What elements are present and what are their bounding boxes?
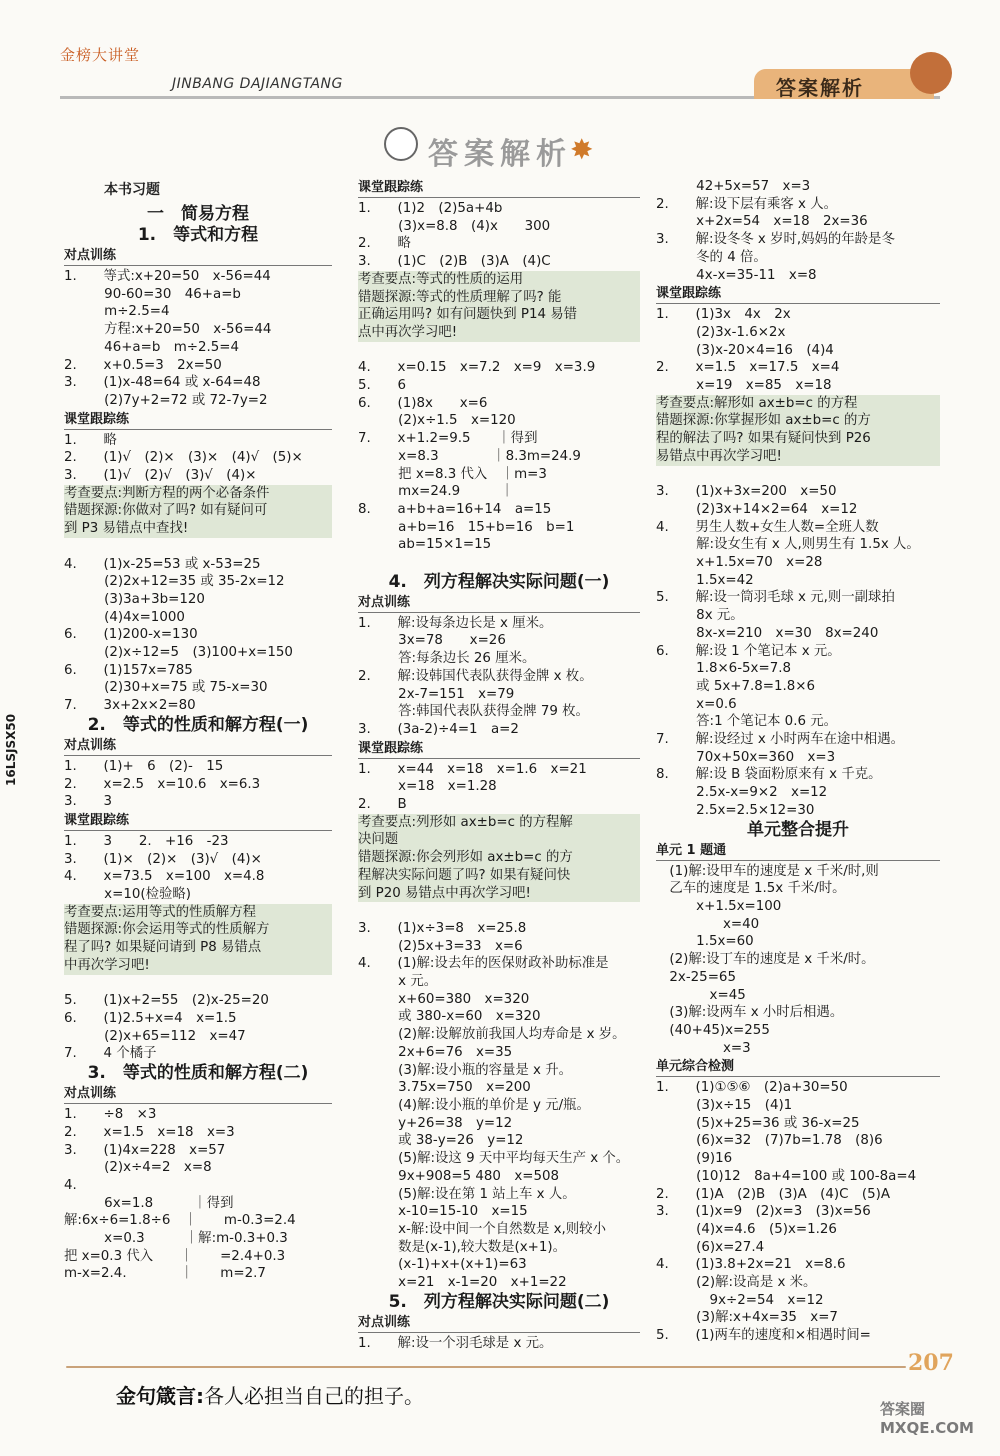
answer-line: (2)5x+3=33 x=6 — [358, 938, 523, 954]
chapter-heading: 1. 等式和方程 — [137, 225, 259, 245]
answer-line: 7. 3x+2x×2=80 — [64, 698, 196, 714]
answer-line: 3. 3 — [64, 794, 113, 810]
answer-line: (3)解:设小瓶的容量是 x 升。 — [358, 1062, 572, 1078]
answer-line: 或 38-y=26 y=12 — [358, 1133, 524, 1149]
tip-note: 中再次学习吧! — [64, 957, 332, 975]
tip-note: 程解决实际问题了吗? 如果有疑问快 — [358, 867, 640, 885]
section-label: 课堂跟踪练 — [64, 411, 332, 430]
footer-label: 金句箴言: — [116, 1384, 204, 1408]
answer-line: y+26=38 y=12 — [358, 1115, 513, 1131]
section-label: 对点训练 — [64, 247, 332, 266]
chapter-heading: 一 简易方程 — [147, 204, 249, 224]
answer-line: 8x 元。 — [656, 608, 744, 624]
answer-line: 3x=78 x=26 — [358, 633, 506, 649]
answer-line — [64, 538, 332, 556]
answer-line: ab=15×1=15 — [358, 537, 492, 553]
page-title-block — [384, 125, 614, 171]
answer-line: 冬的 4 倍。 — [656, 249, 767, 265]
answer-column-3 — [656, 178, 940, 1345]
answer-line: x=0.3 ｜解:m-0.3+0.3 — [64, 1231, 288, 1247]
section-label: 对点训练 — [358, 1314, 640, 1333]
answer-line: (3)x-20×4=16 (4)4 — [656, 342, 834, 358]
answer-line: 3. (3a-2)÷4=1 a=2 — [358, 721, 519, 737]
answer-line: (2)解:设丁车的速度是 x 千米/时。 — [656, 952, 875, 968]
section-label: 对点训练 — [358, 594, 640, 613]
chapter-heading: 4. 列方程解决实际问题(一) — [388, 571, 610, 592]
answer-line: 7. x+1.2=9.5 ｜得到 — [358, 431, 538, 447]
answer-line: 90-60=30 46+a=b — [64, 286, 241, 302]
answer-line: x=3 — [656, 1040, 751, 1056]
answer-line: 2.5x-x=9×2 x=12 — [656, 785, 828, 801]
answer-line: 答:韩国代表队获得金牌 79 枚。 — [358, 704, 589, 720]
answer-line: 2.5x=2.5×12=30 — [656, 802, 815, 818]
answer-line: 解:设女生有 x 人,则男生有 1.5x 人。 — [656, 537, 920, 553]
spine-code: 16LSJSX50 — [4, 713, 18, 786]
answer-line: (2)解:设高是 x 米。 — [656, 1275, 817, 1291]
answer-line: 1. x=44 x=18 x=1.6 x=21 — [358, 761, 587, 777]
answer-line: m÷2.5=4 — [64, 304, 170, 320]
answer-line: 1. 3 2. +16 -23 — [64, 833, 229, 849]
answer-line: 2x+6=76 x=35 — [358, 1044, 513, 1060]
answer-line: 3. (1)√ (2)√ (3)√ (4)× — [64, 468, 257, 484]
answer-line: (5)x+25=36 或 36-x=25 — [656, 1115, 860, 1131]
tip-note: 到 P3 易错点中查找! — [64, 520, 332, 538]
tip-note: 到 P20 易错点中再次学习吧! — [358, 885, 640, 903]
section-label: 对点训练 — [64, 1085, 332, 1104]
answer-line: 2. x=1.5 x=17.5 x=4 — [656, 360, 840, 376]
answer-line: x-10=15-10 x=15 — [358, 1204, 528, 1220]
answer-line: 答:1 个笔记本 0.6 元。 — [656, 714, 838, 730]
answer-line: 4x-x=35-11 x=8 — [656, 267, 817, 283]
answer-line: 6. (1)157x=785 — [64, 662, 193, 678]
answer-line: 1. 等式:x+20=50 x-56=44 — [64, 269, 271, 284]
answer-line: 4. x=0.15 x=7.2 x=9 x=3.9 — [358, 360, 596, 376]
answer-line: (2)30+x=75 或 75-x=30 — [64, 680, 268, 696]
answer-line — [358, 554, 640, 572]
mascot-icon — [910, 52, 952, 94]
answer-line: 乙车的速度是 1.5x 千米/时。 — [656, 881, 846, 897]
answer-line: 3. (1)C (2)B (3)A (4)C — [358, 254, 551, 270]
answer-line: 1. (1)3x 4x 2x — [656, 307, 791, 323]
answer-line: 1. 略 — [64, 432, 117, 448]
answer-line: x=21 x-1=20 x+1=22 — [358, 1275, 567, 1291]
answer-line: (2)2x+12=35 或 35-2x=12 — [64, 574, 285, 590]
answer-line: x=19 x=85 x=18 — [656, 378, 832, 394]
answer-line: (4)4x=1000 — [64, 609, 185, 625]
answer-line: 2. x=2.5 x=10.6 x=6.3 — [64, 776, 261, 792]
answer-line: 1. ÷8 ×3 — [64, 1107, 157, 1123]
answer-line: (3)3a+3b=120 — [64, 591, 205, 607]
answer-line: x=18 x=1.28 — [358, 779, 497, 795]
answer-line: x=45 — [656, 987, 746, 1003]
page-header — [60, 36, 940, 106]
mascot-face-icon — [384, 127, 418, 161]
answer-line: 2. 略 — [358, 236, 411, 252]
answer-line: 答:每条边长 26 厘米。 — [358, 651, 536, 667]
answer-line — [358, 342, 640, 360]
answer-line — [656, 466, 940, 484]
answer-line: (3)x=8.8 (4)x 300 — [358, 218, 551, 234]
answer-line: 6. (1)200-x=130 — [64, 627, 198, 643]
answer-line: 70x+50x=360 x=3 — [656, 749, 836, 765]
answer-line: 数是(x-1),较大数是(x+1)。 — [358, 1239, 566, 1255]
answer-line: 2. (1)√ (2)× (3)× (4)√ (5)× — [64, 450, 303, 466]
answer-line: 或 380-x=60 x=320 — [358, 1009, 541, 1025]
answer-line: (3)x÷15 (4)1 — [656, 1098, 793, 1114]
answer-line: (2)x÷12=5 (3)100+x=150 — [64, 645, 293, 661]
watermark: 答案圈 MXQE.COM — [880, 1400, 974, 1437]
answer-line: 5. (1)x+2=55 (2)x-25=20 — [64, 993, 269, 1009]
answer-line: 2x-7=151 x=79 — [358, 686, 515, 702]
tip-note: 考查要点:解形如 ax±b=c 的方程 — [656, 395, 940, 413]
tip-note: 易错点中再次学习吧! — [656, 448, 940, 466]
section-label: 课堂跟踪练 — [656, 285, 940, 304]
answer-line: 3. (1)× (2)× (3)√ (4)× — [64, 851, 262, 867]
tip-note: 决问题 — [358, 831, 640, 849]
answer-line: x+1.5x=100 — [656, 899, 782, 914]
answer-line: 3. (1)x=9 (2)x=3 (3)x=56 — [656, 1204, 871, 1220]
answer-line: 3. (1)x+3x=200 x=50 — [656, 484, 837, 500]
answer-line: 3.75x=750 x=200 — [358, 1080, 531, 1096]
tip-note: 错题探源:等式的性质理解了吗? 能 — [358, 289, 640, 307]
tip-note: 考查要点:运用等式的性质解方程 — [64, 904, 332, 922]
page-number: 207 — [908, 1350, 954, 1376]
answer-line: (1)解:设甲车的速度是 x 千米/时,则 — [656, 863, 879, 879]
answer-line: 解:6x÷6=1.8÷6 ｜ m-0.3=2.4 — [64, 1213, 296, 1229]
chapter-heading: 单元整合提升 — [747, 819, 849, 840]
answer-line: 8. a+b+a=16+14 a=15 — [358, 501, 552, 517]
answer-line: (6)x=27.4 — [656, 1239, 765, 1255]
answer-line: 4. (1)x-25=53 或 x-53=25 — [64, 556, 261, 572]
answer-line: 42+5x=57 x=3 — [656, 179, 811, 194]
answer-line: 5. 6 — [358, 378, 407, 394]
answer-line: m-x=2.4. ｜ m=2.7 — [64, 1266, 266, 1282]
answer-line: 2. (1)A (2)B (3)A (4)C (5)A — [656, 1186, 890, 1202]
answer-line: (3)解:设两车 x 小时后相遇。 — [656, 1005, 844, 1021]
footer-rule — [66, 1366, 906, 1368]
tip-note: 错题探源:你会列形如 ax±b=c 的方 — [358, 849, 640, 867]
answer-line: 2x-25=65 — [656, 969, 736, 985]
answer-line: 把 x=0.3 代入 ｜ =2.4+0.3 — [64, 1248, 286, 1264]
tip-note: 正确运用吗? 如有问题快到 P14 易错 — [358, 306, 640, 324]
answer-line — [358, 902, 640, 920]
chapter-heading: 3. 等式的性质和解方程(二) — [87, 1063, 309, 1084]
leaf-icon: ✸ — [570, 133, 594, 166]
answer-line: (10)12 8a+4=100 或 100-8a=4 — [656, 1168, 917, 1184]
tip-note: 程的解法了吗? 如果有疑问快到 P26 — [656, 430, 940, 448]
answer-line: 方程:x+20=50 x-56=44 — [64, 322, 272, 338]
answer-line: 3. (1)x÷3=8 x=25.8 — [358, 920, 527, 936]
answer-line: (2)x+65=112 x=47 — [64, 1028, 246, 1044]
answer-line: (2)x÷1.5 x=120 — [358, 413, 516, 429]
answer-line: (x-1)+x+(x+1)=63 — [358, 1257, 527, 1273]
answer-line: 5. 解:设一筒羽毛球 x 元,则一副球拍 — [656, 590, 895, 606]
answer-line: 9x÷2=54 x=12 — [656, 1292, 824, 1308]
section-label: 课堂跟踪练 — [358, 179, 640, 198]
answer-line: 7. 4 个橘子 — [64, 1046, 157, 1062]
tip-note: 程了吗? 如果疑问请到 P8 易错点 — [64, 939, 332, 957]
answer-line: (4)解:设小瓶的单价是 y 元/瓶。 — [358, 1098, 590, 1113]
tip-note: 错题探源:你掌握形如 ax±b=c 的方 — [656, 412, 940, 430]
answer-line: 1. 解:设一个羽毛球是 x 元。 — [358, 1335, 553, 1351]
answer-line: 把 x=8.3 代入 ｜m=3 — [358, 466, 547, 482]
answer-column-1 — [64, 178, 332, 1283]
section-label: 单元综合检测 — [656, 1058, 940, 1077]
answer-line: (2)解:设解放前我国人均寿命是 x 岁。 — [358, 1027, 626, 1043]
chapter-heading: 2. 等式的性质和解方程(一) — [87, 714, 309, 735]
answer-line: 3. 解:设冬冬 x 岁时,妈妈的年龄是冬 — [656, 232, 895, 248]
section-tab-label: 答案解析 — [776, 76, 864, 100]
answer-line: 3. (1)4x=228 x=57 — [64, 1142, 226, 1158]
answer-line: 1.5x=60 — [656, 934, 754, 950]
footer-quote — [116, 1380, 424, 1409]
answer-line: 4. (1)3.8+2x=21 x=8.6 — [656, 1257, 846, 1273]
answer-line: 3. (1)x-48=64 或 x-64=48 — [64, 375, 261, 391]
answer-line: 8. 解:设 B 袋面粉原来有 x 千克。 — [656, 767, 882, 783]
page-title: 答案解析 — [428, 137, 572, 172]
answer-line: 1. (1)①⑤⑥ (2)a+30=50 — [656, 1080, 848, 1096]
answer-line: a+b=16 15+b=16 b=1 — [358, 519, 575, 535]
answer-line: 2. B — [358, 797, 407, 813]
tip-note: 错题探源:你会运用等式的性质解方 — [64, 921, 332, 939]
answer-line: x=0.6 — [656, 696, 737, 712]
answer-line: (3)解:x+4x=35 x=7 — [656, 1310, 838, 1326]
answer-line: 6x=1.8 ｜得到 — [64, 1195, 234, 1211]
section-label: 课堂跟踪练 — [64, 812, 332, 831]
answer-line: 1. (1)2 (2)5a+4b — [358, 201, 503, 216]
answer-line: 4. — [64, 1177, 77, 1193]
answer-line: x 元。 — [358, 974, 438, 990]
answer-line: 6. (1)8x x=6 — [358, 395, 488, 411]
answer-line: 9x+908=5 480 x=508 — [358, 1168, 560, 1184]
answer-line: x=40 — [656, 916, 760, 932]
answer-line: 4. x=73.5 x=100 x=4.8 — [64, 869, 265, 885]
answer-line: 6. (1)2.5+x=4 x=1.5 — [64, 1010, 237, 1026]
answer-line: (5)解:设这 9 天中平均每天生产 x 个。 — [358, 1151, 630, 1167]
tip-note: 考查要点:等式的性质的运用 — [358, 271, 640, 289]
answer-line: 1. 解:设每条边长是 x 厘米。 — [358, 615, 553, 631]
answer-line: (2)3x+14×2=64 x=12 — [656, 501, 858, 517]
answer-line: (2)x÷4=2 x=8 — [64, 1160, 212, 1176]
answer-line: 1.5x=42 — [656, 572, 754, 588]
answer-line: (40+45)x=255 — [656, 1022, 770, 1038]
section-tab — [754, 69, 934, 99]
answer-line: 4. (1)解:设去年的医保财政补助标准是 — [358, 956, 609, 972]
tip-note: 考查要点:列形如 ax±b=c 的方程解 — [358, 814, 640, 832]
book-exercises-label: 本书习题 — [104, 182, 160, 198]
answer-line: 8x-x=210 x=30 8x=240 — [656, 625, 879, 641]
tip-note: 考查要点:判断方程的两个必备条件 — [64, 485, 332, 503]
brand-subtitle: JINBANG DAJIANGTANG — [172, 76, 343, 92]
answer-line: 2. x=1.5 x=18 x=3 — [64, 1124, 235, 1140]
answer-line: (5)解:设在第 1 站上车 x 人。 — [358, 1186, 576, 1202]
answer-line: 1.8×6-5x=7.8 — [656, 661, 791, 677]
answer-line: 5. (1)两车的速度和×相遇时间= — [656, 1328, 871, 1344]
tip-note: 点中再次学习吧! — [358, 324, 640, 342]
answer-line: x=8.3 ｜8.3m=24.9 — [358, 448, 581, 464]
answer-line: x-解:设中间一个自然数是 x,则较小 — [358, 1221, 606, 1237]
answer-line: 2. x+0.5=3 2x=50 — [64, 357, 222, 373]
answer-line: x+1.5x=70 x=28 — [656, 555, 823, 571]
section-label: 对点训练 — [64, 737, 332, 756]
answer-line: (2)3x-1.6×2x — [656, 324, 786, 340]
answer-line: (9)16 — [656, 1151, 733, 1167]
answer-line: mx=24.9 ｜ — [358, 484, 514, 500]
answer-line: (6)x=32 (7)7b=1.78 (8)6 — [656, 1133, 883, 1149]
answer-line: 2. 解:设下层有乘客 x 人。 — [656, 196, 838, 212]
answer-line: 1. (1)+ 6 (2)- 15 — [64, 758, 224, 774]
answer-line: x+60=380 x=320 — [358, 991, 530, 1007]
answer-line: 2. 解:设韩国代表队获得金牌 x 枚。 — [358, 668, 593, 684]
answer-line: 或 5x+7.8=1.8×6 — [656, 678, 816, 694]
answer-line: 46+a=b m÷2.5=4 — [64, 339, 240, 355]
footer-text: 各人必担当自己的担子。 — [204, 1384, 424, 1408]
brand-logo: 金榜大讲堂 — [60, 46, 141, 64]
answer-line: x=10(检验略) — [64, 887, 191, 903]
tip-note: 错题探源:你做对了吗? 如有疑问可 — [64, 502, 332, 520]
section-label: 单元 1 题通 — [656, 842, 940, 861]
answer-line: 4. 男生人数+女生人数=全班人数 — [656, 519, 879, 535]
answer-line: (4)x=4.6 (5)x=1.26 — [656, 1221, 837, 1237]
chapter-heading: 5. 列方程解决实际问题(二) — [388, 1291, 610, 1312]
answer-line: 6. 解:设 1 个笔记本 x 元。 — [656, 643, 841, 659]
answer-line — [64, 975, 332, 993]
section-label: 课堂跟踪练 — [358, 740, 640, 759]
answer-column-2 — [358, 178, 640, 1352]
answer-line: x+2x=54 x=18 2x=36 — [656, 214, 868, 230]
answer-line: (2)7y+2=72 或 72-7y=2 — [64, 392, 268, 408]
answer-line: 7. 解:设经过 x 小时两车在途中相遇。 — [656, 732, 904, 748]
